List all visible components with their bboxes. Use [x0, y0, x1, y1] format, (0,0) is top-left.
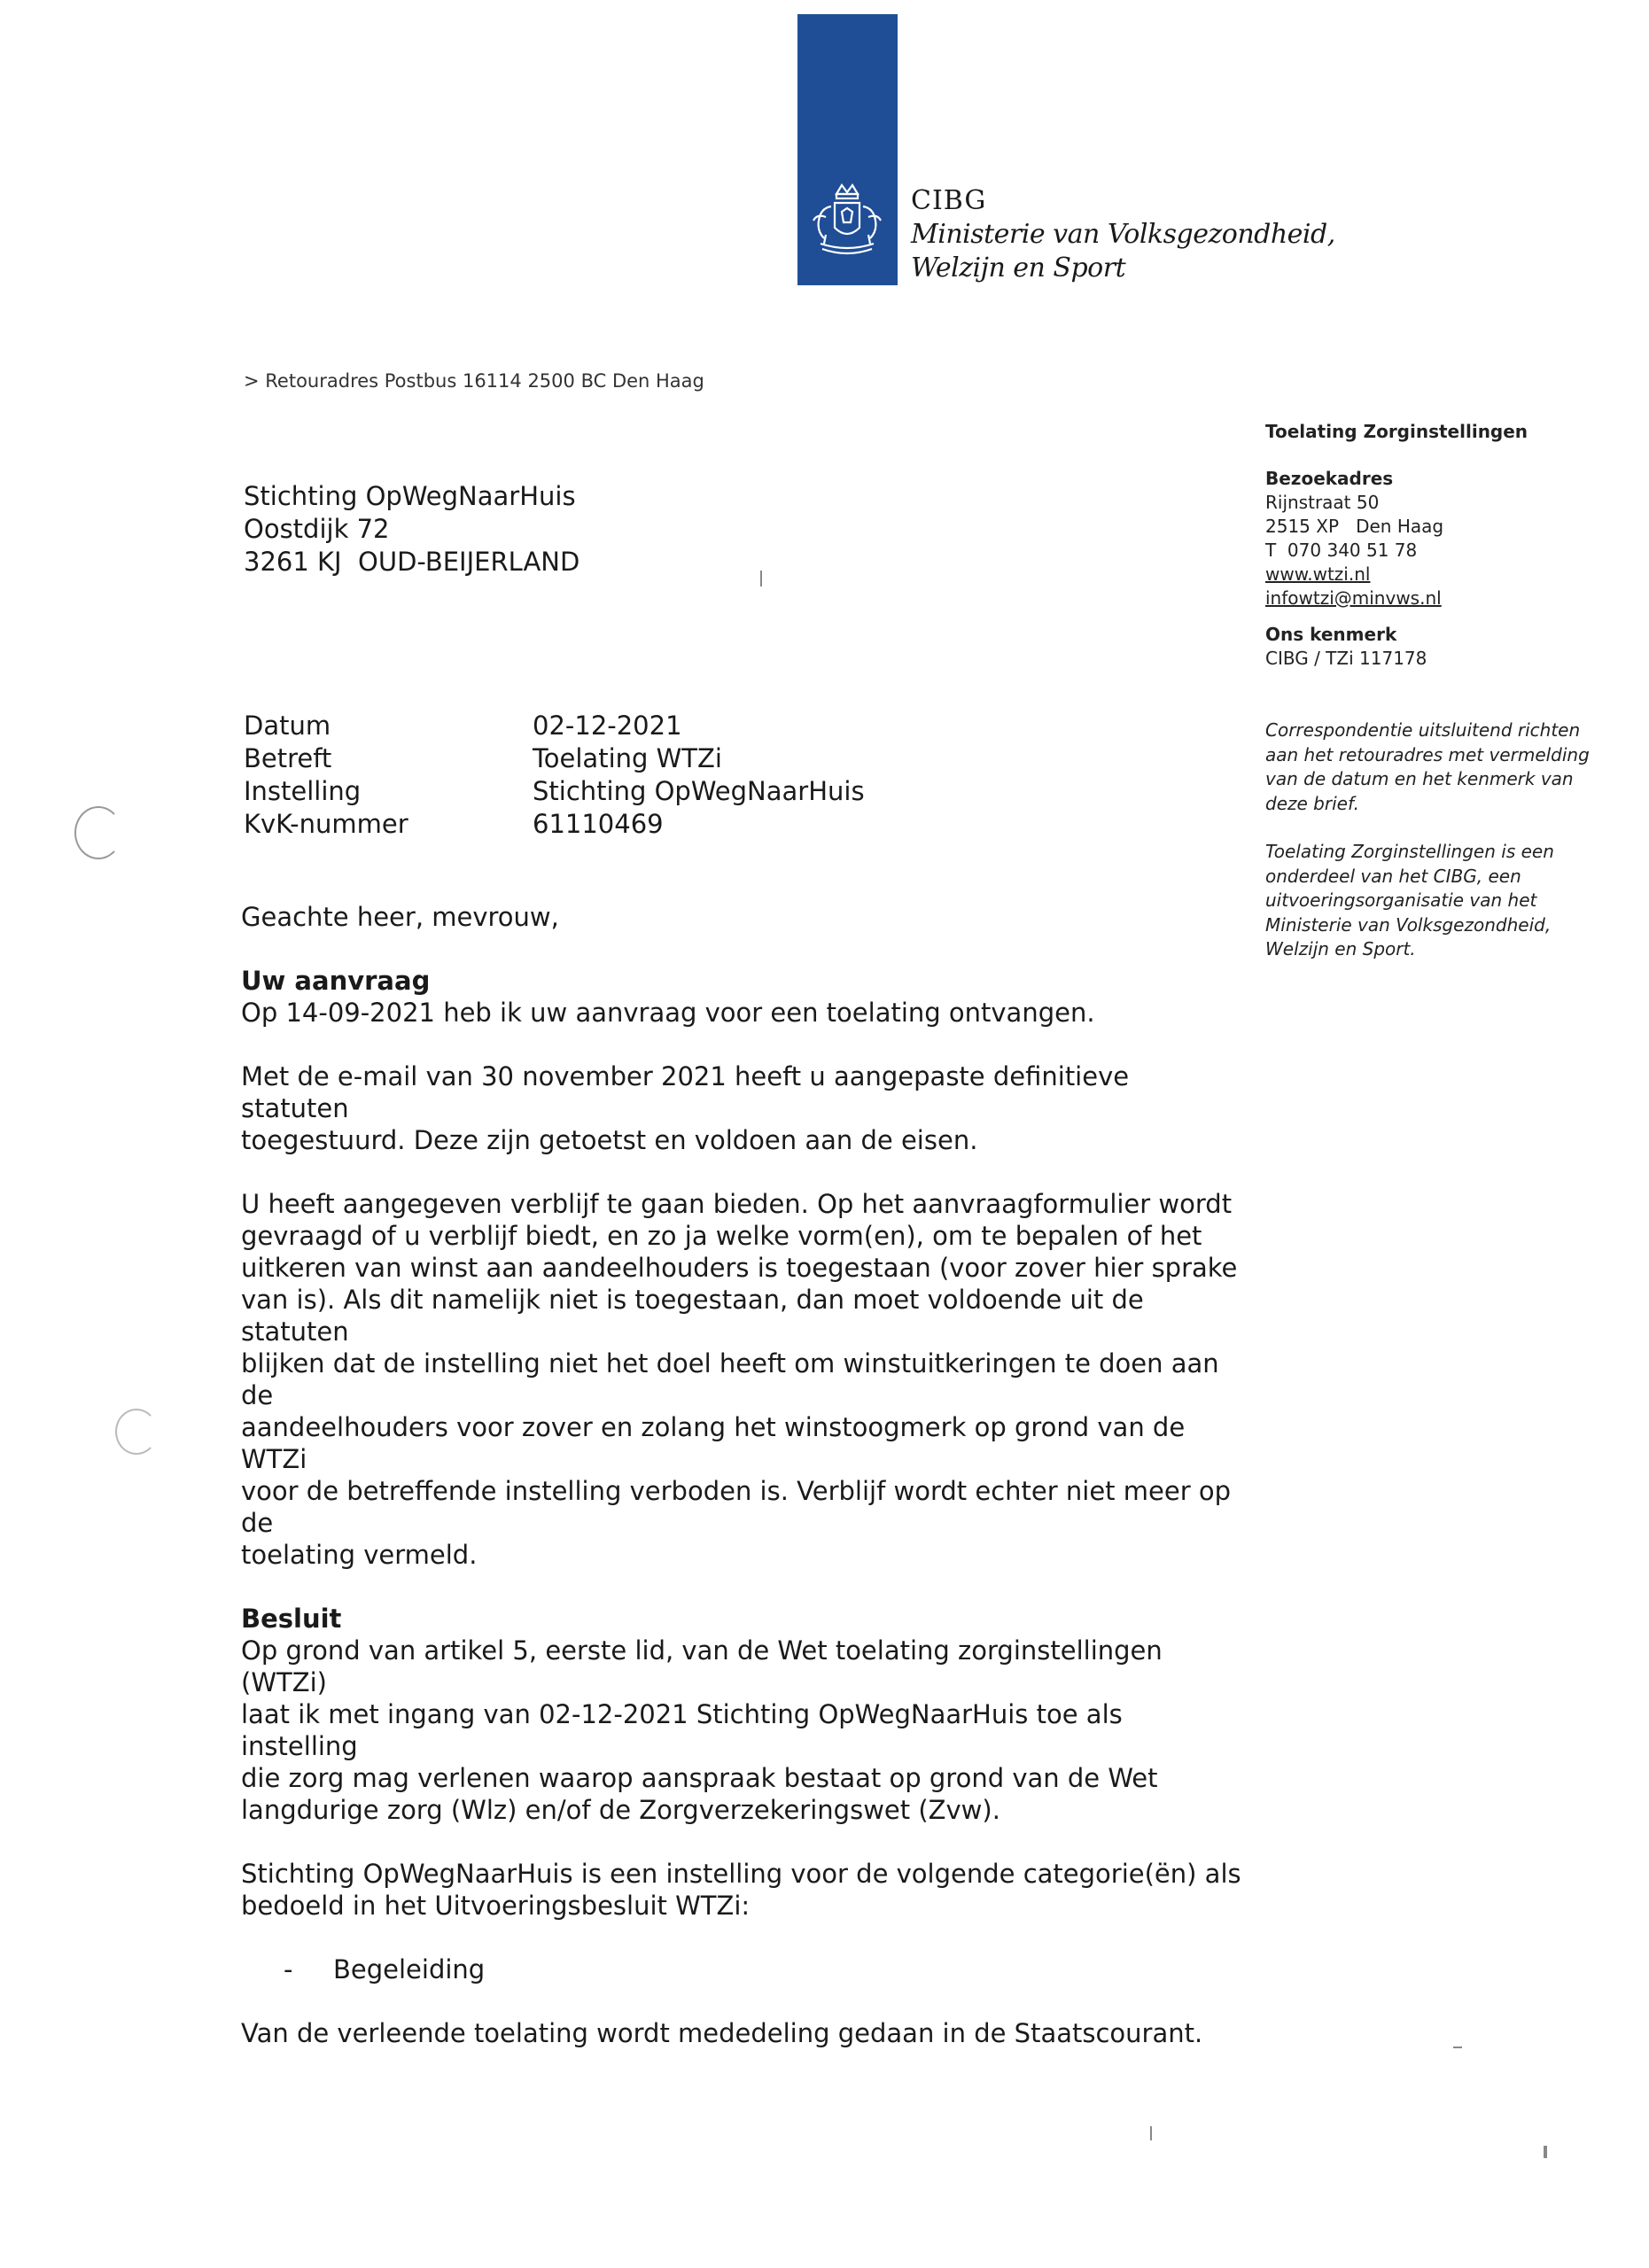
visit-address-heading: Bezoekadres — [1265, 468, 1394, 489]
heading-request: Uw aanvraag — [241, 966, 431, 996]
sidebar — [1265, 420, 1602, 962]
logo-org: CIBG — [911, 185, 987, 216]
paragraph-stay-line: blijken dat de instelling niet het doel heeft om winstuitkeringen te doen aan de — [241, 1348, 1219, 1410]
logo-text — [911, 184, 1335, 285]
heading-decision: Besluit — [241, 1604, 342, 1634]
paragraph-stay-line: voor de betreffende instelling verboden is. Verblijf wordt echter niet meer op de — [241, 1476, 1231, 1538]
meta-label: Datum — [244, 711, 331, 741]
paragraph-category-line: Stichting OpWegNaarHuis is een instelling voor de volgende categorie(ën) als — [241, 1859, 1241, 1889]
visit-address-block — [1265, 467, 1602, 610]
visit-street: Rijnstraat 50 — [1265, 492, 1380, 513]
recipient-name: Stichting OpWegNaarHuis — [244, 481, 576, 511]
organisation-note: Toelating Zorginstellingen is een onderdeel van het CIBG, een uitvoeringsorganisatie van het Ministerie van Volksgezondheid, Welzijn en Sport. — [1265, 841, 1554, 959]
reference-block — [1265, 623, 1602, 671]
reference-value: CIBG / TZi 117178 — [1265, 648, 1427, 669]
meta-label: KvK-nummer — [244, 809, 408, 839]
meta-label: Instelling — [244, 776, 362, 806]
visit-city: 2515 XP Den Haag — [1265, 516, 1444, 537]
scan-speck — [760, 571, 762, 586]
paragraph-stay-line: toelating vermeld. — [241, 1540, 478, 1570]
paragraph-decision-line: laat ik met ingang van 02-12-2021 Stichting OpWegNaarHuis toe als instelling — [241, 1699, 1123, 1761]
meta-value: Toelating WTZi — [533, 743, 722, 773]
paragraph-decision-line: die zorg mag verlenen waarop aanspraak bestaat op grond van de Wet — [241, 1763, 1158, 1793]
logo-ministry-line2: Welzijn en Sport — [911, 252, 1126, 284]
paragraph-request: Op 14-09-2021 heb ik uw aanvraag voor een toelating ontvangen. — [241, 998, 1095, 1028]
email-link[interactable]: infowtzi@minvws.nl — [1265, 587, 1442, 609]
paragraph-category-line: bedoeld in het Uitvoeringsbesluit WTZi: — [241, 1891, 751, 1921]
salutation: Geachte heer, mevrouw, — [241, 902, 559, 932]
paragraph-stay-line: U heeft aangegeven verblijf te gaan bieden. Op het aanvraagformulier wordt — [241, 1189, 1233, 1219]
website-link[interactable]: www.wtzi.nl — [1265, 563, 1371, 585]
correspondence-note: Correspondentie uitsluitend richten aan het retouradres met vermelding van de datum en het kenmerk van deze brief. — [1265, 719, 1590, 814]
meta-label: Betreft — [244, 743, 332, 773]
logo-ministry-line1: Ministerie van Volksgezondheid, — [911, 219, 1335, 250]
punch-hole-mark — [115, 1409, 158, 1455]
meta-row — [244, 775, 865, 808]
visit-phone: T 070 340 51 78 — [1265, 540, 1418, 561]
return-address: > Retouradres Postbus 16114 2500 BC Den Haag — [244, 370, 704, 392]
meta-value: Stichting OpWegNaarHuis — [533, 776, 865, 806]
meta-value: 02-12-2021 — [533, 711, 682, 741]
meta-row — [244, 808, 865, 841]
scan-speck — [1150, 2126, 1152, 2140]
recipient-city: 3261 KJ OUD-BEIJERLAND — [244, 547, 580, 577]
meta-row — [244, 710, 865, 742]
punch-hole-mark — [74, 806, 122, 859]
paragraph-stay-line: aandeelhouders voor zover en zolang het winstoogmerk op grond van de WTZi — [241, 1412, 1186, 1474]
paragraph-stay-line: uitkeren van winst aan aandeelhouders is toegestaan (voor zover hier sprake — [241, 1253, 1238, 1283]
letter-meta — [244, 710, 865, 841]
list-dash: - — [284, 1954, 293, 1984]
scan-speck — [1544, 2146, 1547, 2158]
meta-row — [244, 742, 865, 775]
paragraph-final: Van de verleende toelating wordt mededeling gedaan in de Staatscourant. — [241, 2018, 1203, 2048]
paragraph-email-line: toegestuurd. Deze zijn getoetst en voldoen aan de eisen. — [241, 1125, 978, 1155]
letter-body — [241, 901, 1242, 2049]
sidebar-department: Toelating Zorginstellingen — [1265, 421, 1528, 442]
recipient-street: Oostdijk 72 — [244, 514, 390, 544]
meta-value: 61110469 — [533, 809, 664, 839]
recipient-address — [244, 480, 579, 579]
category-label: Begeleiding — [333, 1954, 486, 1984]
category-list-item — [241, 1953, 1242, 1985]
paragraph-decision-line: langdurige zorg (Wlz) en/of de Zorgverzekeringswet (Zvw). — [241, 1795, 1000, 1825]
paragraph-decision-line: Op grond van artikel 5, eerste lid, van de Wet toelating zorginstellingen (WTZi) — [241, 1635, 1163, 1697]
paragraph-email-line: Met de e-mail van 30 november 2021 heeft u aangepaste definitieve statuten — [241, 1061, 1130, 1123]
reference-heading: Ons kenmerk — [1265, 624, 1397, 645]
scan-speck — [1453, 2047, 1462, 2048]
paragraph-stay-line: van is). Als dit namelijk niet is toegestaan, dan moet voldoende uit de statuten — [241, 1285, 1144, 1347]
paragraph-stay-line: gevraagd of u verblijf biedt, en zo ja welke vorm(en), om te bepalen of het — [241, 1221, 1202, 1251]
coat-of-arms-icon — [805, 182, 890, 270]
